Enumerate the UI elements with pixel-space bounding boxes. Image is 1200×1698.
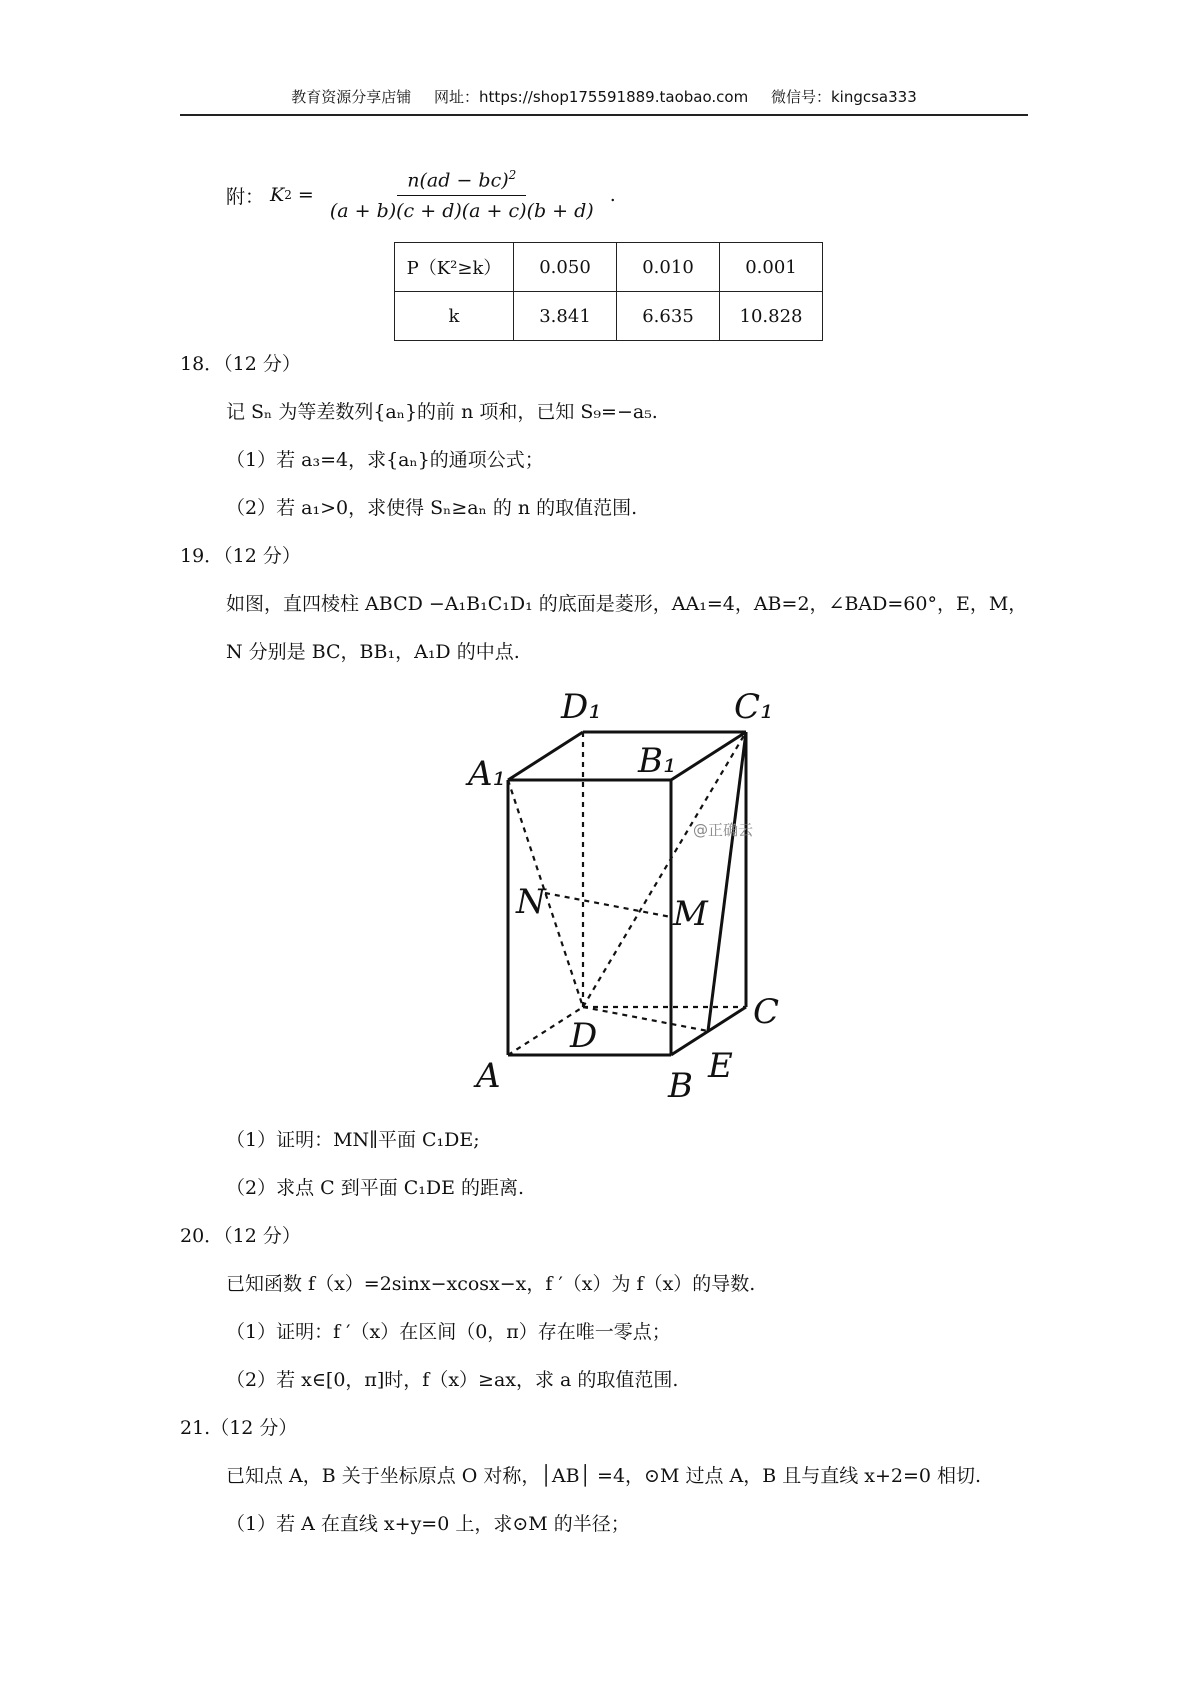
label-N: N (516, 882, 546, 922)
q21-stem: 已知点 A，B 关于坐标原点 O 对称，│AB│ =4，⊙M 过点 A，B 且与直线 x+2=0 相切. (226, 1465, 982, 1487)
label-C: C (753, 992, 780, 1032)
q18-part1: （1）若 a₃=4，求{aₙ}的通项公式； (226, 449, 544, 471)
label-B: B (668, 1066, 693, 1105)
q18-stem: 记 Sₙ 为等差数列{aₙ}的前 n 项和，已知 S₉=−a₅. (226, 401, 658, 423)
label-M: M (673, 894, 708, 934)
q18-title: 18．（12 分） (180, 353, 301, 375)
formula-tail: . (609, 184, 616, 206)
label-A1: A₁ (468, 754, 507, 794)
table-cell: 0.010 (617, 243, 720, 292)
q18-part2: （2）若 a₁>0，求使得 Sₙ≥aₙ 的 n 的取值范围. (226, 497, 638, 519)
prism-figure (458, 685, 808, 1105)
q19-stem-line1: 如图，直四棱柱 ABCD −A₁B₁C₁D₁ 的底面是菱形，AA₁=4，AB=2，∠BAD=60°，E，M， (226, 593, 1028, 615)
label-A: A (476, 1056, 501, 1096)
page-header (180, 80, 1028, 116)
header-shop: 教育资源分享店铺 (291, 88, 412, 106)
table-cell: 0.001 (720, 243, 823, 292)
q20-part2: （2）若 x∈[0，π]时，f（x）≥ax，求 a 的取值范围. (226, 1369, 679, 1391)
formula-lhs: K (270, 184, 285, 206)
table-cell: 0.050 (514, 243, 617, 292)
q19-stem-line2: N 分别是 BC，BB₁，A₁D 的中点. (226, 641, 520, 663)
label-B1: B₁ (638, 741, 677, 781)
k2-critical-table (394, 242, 823, 341)
header-url: 网址：https://shop175591889.taobao.com (434, 88, 749, 106)
q20-title: 20．（12 分） (180, 1225, 301, 1247)
q21-title: 21.（12 分） (180, 1417, 298, 1439)
table-cell: 6.635 (617, 292, 720, 341)
q21-part1: （1）若 A 在直线 x+y=0 上，求⊙M 的半径； (226, 1513, 630, 1535)
table-cell: 3.841 (514, 292, 617, 341)
header-wechat: 微信号：kingcsa333 (770, 88, 917, 106)
q19-part2: （2）求点 C 到平面 C₁DE 的距离. (226, 1177, 525, 1199)
watermark-text: @正确云 (693, 821, 754, 839)
formula-lead: 附： (226, 185, 265, 208)
q19-title: 19．（12 分） (180, 545, 301, 567)
table-cell: 10.828 (720, 292, 823, 341)
k2-formula: 附： K 2 = $\frac{n(ad - bc)^2}{(a + b)(c + d)(a + c)(b + d)}$ . (226, 167, 616, 223)
q19-part1: （1）证明：MN∥平面 C₁DE; (226, 1129, 480, 1151)
table-cell: k (395, 292, 514, 341)
formula-fraction (320, 168, 604, 222)
table-row (395, 292, 823, 341)
q20-stem: 已知函数 f（x）=2sinx−xcosx−x，f ′（x）为 f（x）的导数. (226, 1273, 756, 1295)
label-C1: C₁ (734, 687, 774, 727)
formula-denominator: (a + b)(c + d)(a + c)(b + d) (329, 200, 594, 223)
prism-diagram (458, 685, 808, 1105)
label-D1: D₁ (561, 687, 602, 727)
table-row (395, 243, 823, 292)
table-cell: P（K²≥k） (395, 243, 514, 292)
label-D: D (570, 1016, 598, 1056)
q20-part1: （1）证明：f ′（x）在区间（0，π）存在唯一零点； (226, 1321, 671, 1343)
label-E: E (708, 1046, 733, 1086)
formula-numerator: n(ad − bc)$^2$ (397, 168, 526, 196)
